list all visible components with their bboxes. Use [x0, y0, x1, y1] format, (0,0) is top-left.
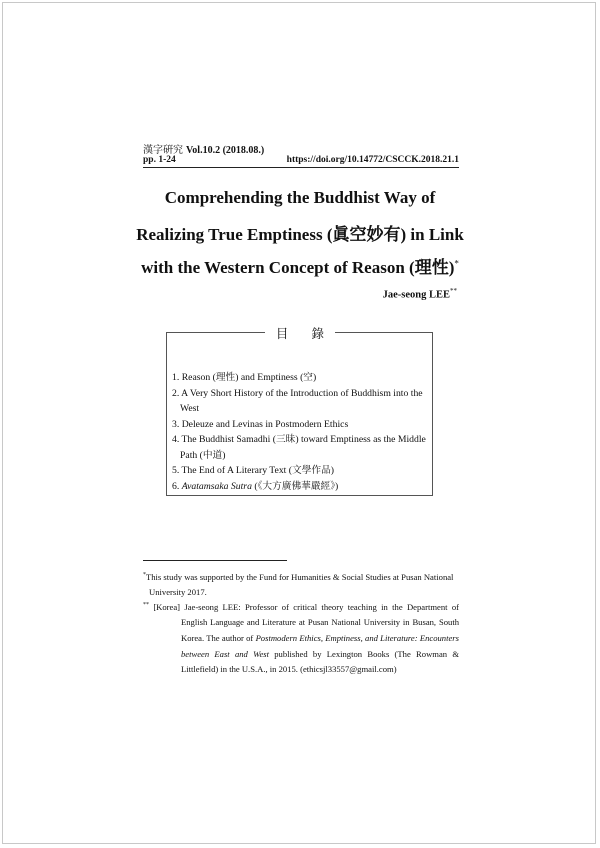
- title-line-3-text: with the Western Concept of Reason (理性): [141, 258, 455, 277]
- author-name: [383, 287, 457, 301]
- paper-title-line-1: Comprehending the Buddhist Way of: [164, 188, 436, 207]
- toc-item[interactable]: 1. Reason (理性) and Emptiness (空): [172, 372, 317, 383]
- author-footnote-mark[interactable]: **: [450, 287, 457, 295]
- page-range: pp. 1-24: [143, 155, 176, 165]
- journal-header: [143, 141, 264, 156]
- footnote-rule: [143, 560, 287, 561]
- footnote-1: [143, 568, 459, 601]
- doi-link[interactable]: https://doi.org/10.14772/CSCCK.2018.21.1: [286, 155, 459, 165]
- journal-name: 漢字硏究: [143, 145, 183, 156]
- toc-item[interactable]: 3. Deleuze and Levinas in Postmodern Ethics: [172, 418, 349, 430]
- footnote-1-text-a: This study was supported by the Fund for Humanities & Social Studies at Pusan National: [146, 571, 454, 582]
- toc-item-6-rest: (《大方廣佛華嚴經》): [251, 480, 339, 492]
- footnote-2: [143, 598, 459, 678]
- header-rule: [143, 167, 459, 168]
- toc-list: [172, 370, 428, 494]
- title-footnote-mark[interactable]: *: [454, 258, 459, 269]
- toc-item-6-italic: Avatamsaka Sutra: [181, 480, 252, 492]
- footnote-1-text-b: University 2017.: [149, 587, 207, 598]
- footnote-2-text-a: [Korea] Jae-seong LEE: Professor of critical theory teaching in the Department of English Language and Literature at Pusan National University in Busan, South Korea. The author of: [149, 601, 459, 644]
- footnote-1-mark: *: [143, 572, 146, 578]
- author-name-text: Jae-seong LEE: [382, 289, 450, 301]
- footnote-2-body: [143, 598, 460, 678]
- journal-volume: Vol.10.2 (2018.08.): [186, 145, 265, 156]
- footnote-2-book-title: Postmodern Ethics, Emptiness, and Literature: Encounters between East and West: [181, 633, 459, 659]
- toc-heading: 目 錄: [265, 324, 335, 342]
- paper-title-line-2: Realizing True Emptiness (眞空妙有) in Link: [136, 225, 464, 244]
- toc-item[interactable]: 4. The Buddhist Samadhi (三昧) toward Emptiness as the Middle Path (中道): [172, 434, 426, 461]
- toc-item[interactable]: 5. The End of A Literary Text (文學作品): [172, 465, 335, 476]
- pages-doi-line: [143, 155, 459, 165]
- paper-title-line-3: [120, 253, 480, 278]
- footnote-1-line-a: [143, 568, 459, 585]
- toc-item[interactable]: [172, 479, 428, 495]
- toc-item-6-number: 6.: [172, 480, 182, 492]
- footnote-2-text-b: published by Lexington Books (The Rowman & Littlefield) in the U.S.A., in 2015. (ethicsjl33557@gmail.com): [181, 648, 460, 675]
- toc-item[interactable]: 2. A Very Short History of the Introduction of Buddhism into the West: [172, 387, 423, 414]
- footnote-2-mark: **: [143, 602, 149, 608]
